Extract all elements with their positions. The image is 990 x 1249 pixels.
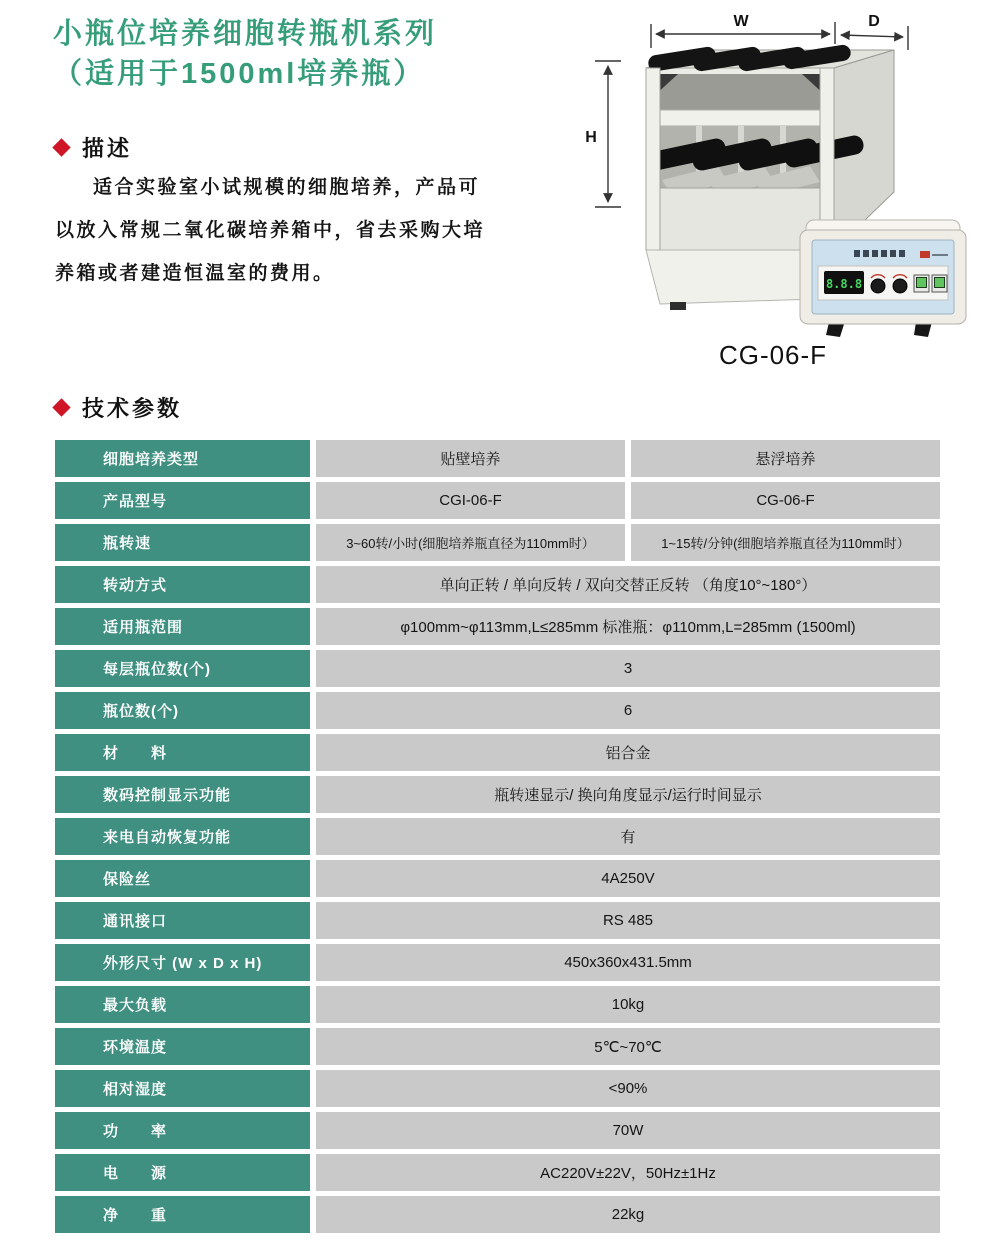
spec-value: φ100mm~φ113mm,L≤285mm 标准瓶：φ110mm,L=285mm (1500ml): [316, 608, 940, 645]
dimension-label-h: H: [585, 129, 597, 146]
description-section-heading: [55, 132, 132, 163]
green-button-left: [917, 278, 927, 288]
diamond-bullet-icon: [52, 398, 70, 416]
page-title-line1: 小瓶位培养细胞转瓶机系列: [53, 18, 438, 50]
spec-value: <90%: [316, 1070, 940, 1107]
brand-logo-icon: [920, 251, 930, 258]
spec-value: 悬浮培养: [631, 440, 940, 477]
specs-heading-label: 技术参数: [82, 396, 183, 421]
spec-value: CGI-06-F: [316, 482, 625, 519]
spec-label: 数码控制显示功能: [55, 776, 310, 813]
spec-label: 材 料: [55, 734, 310, 771]
table-row: [55, 860, 940, 897]
spec-label: 来电自动恢复功能: [55, 818, 310, 855]
model-caption: CG-06-F: [718, 340, 828, 370]
spec-value: 有: [316, 818, 940, 855]
table-row: [55, 734, 940, 771]
table-row: [55, 566, 940, 603]
speed-knob: [871, 279, 885, 293]
spec-value: 1~15转/分钟(细胞培养瓶直径为110mm时）: [631, 524, 940, 561]
table-row: [55, 818, 940, 855]
description-heading-label: 描述: [82, 136, 133, 161]
led-display-value: 8.8.8: [825, 277, 863, 291]
spec-value: 6: [316, 692, 940, 729]
spec-value: 单向正转 / 单向反转 / 双向交替正反转 （角度10°~180°）: [316, 566, 940, 603]
spec-label: 功 率: [55, 1112, 310, 1149]
spec-label: 最大负载: [55, 986, 310, 1023]
spec-label: 产品型号: [55, 482, 310, 519]
spec-value: 450x360x431.5mm: [316, 944, 940, 981]
spec-label: 通讯接口: [55, 902, 310, 939]
product-figure: [578, 4, 982, 338]
spec-label: 瓶转速: [55, 524, 310, 561]
page-title: [53, 14, 573, 94]
spec-label: 环境温度: [55, 1028, 310, 1065]
spec-value: 70W: [316, 1112, 940, 1149]
table-row: [55, 524, 940, 561]
table-row: [55, 1028, 940, 1065]
spec-label: 外形尺寸 (W x D x H): [55, 944, 310, 981]
spec-table: [55, 440, 940, 1238]
spec-value: AC220V±22V，50Hz±1Hz: [316, 1154, 940, 1191]
controller-box: [800, 220, 966, 337]
table-row: [55, 692, 940, 729]
table-row: [55, 482, 940, 519]
description-text: 适合实验室小试规模的细胞培养，产品可以放入常规二氧化碳培养箱中，省去采购大培养箱或者建造恒温室的费用。: [55, 177, 486, 284]
spec-label: 细胞培养类型: [55, 440, 310, 477]
spec-label: 适用瓶范围: [55, 608, 310, 645]
table-row: [55, 650, 940, 687]
table-row: [55, 776, 940, 813]
spec-value: 瓶转速显示/ 换向角度显示/运行时间显示: [316, 776, 940, 813]
table-row: [55, 1070, 940, 1107]
spec-label: 净 重: [55, 1196, 310, 1233]
table-row: [55, 608, 940, 645]
table-row: [55, 1112, 940, 1149]
spec-value: 10kg: [316, 986, 940, 1023]
spec-value: CG-06-F: [631, 482, 940, 519]
spec-value: 贴壁培养: [316, 440, 625, 477]
spec-label: 每层瓶位数(个): [55, 650, 310, 687]
spec-value: 22kg: [316, 1196, 940, 1233]
spec-value: 铝合金: [316, 734, 940, 771]
angle-knob: [893, 279, 907, 293]
green-button-right: [935, 278, 945, 288]
spec-label: 保险丝: [55, 860, 310, 897]
spec-value: 5℃~70℃: [316, 1028, 940, 1065]
table-row: [55, 440, 940, 477]
spec-value: 3~60转/小时(细胞培养瓶直径为110mm时）: [316, 524, 625, 561]
spec-value: 4A250V: [316, 860, 940, 897]
table-row: [55, 902, 940, 939]
spec-label: 相对湿度: [55, 1070, 310, 1107]
diamond-bullet-icon: [52, 138, 70, 156]
dimension-label-w: W: [733, 13, 749, 30]
page-title-line2: （适用于1500ml培养瓶）: [53, 58, 426, 90]
dimension-label-d: D: [868, 13, 880, 30]
spec-value: 3: [316, 650, 940, 687]
table-row: [55, 1154, 940, 1191]
table-row: [55, 944, 940, 981]
spec-label: 转动方式: [55, 566, 310, 603]
spec-label: 电 源: [55, 1154, 310, 1191]
specs-section-heading: [55, 392, 182, 423]
table-row: [55, 986, 940, 1023]
spec-value: RS 485: [316, 902, 940, 939]
spec-label: 瓶位数(个): [55, 692, 310, 729]
product-illustration: [578, 4, 982, 338]
table-row: [55, 1196, 940, 1233]
